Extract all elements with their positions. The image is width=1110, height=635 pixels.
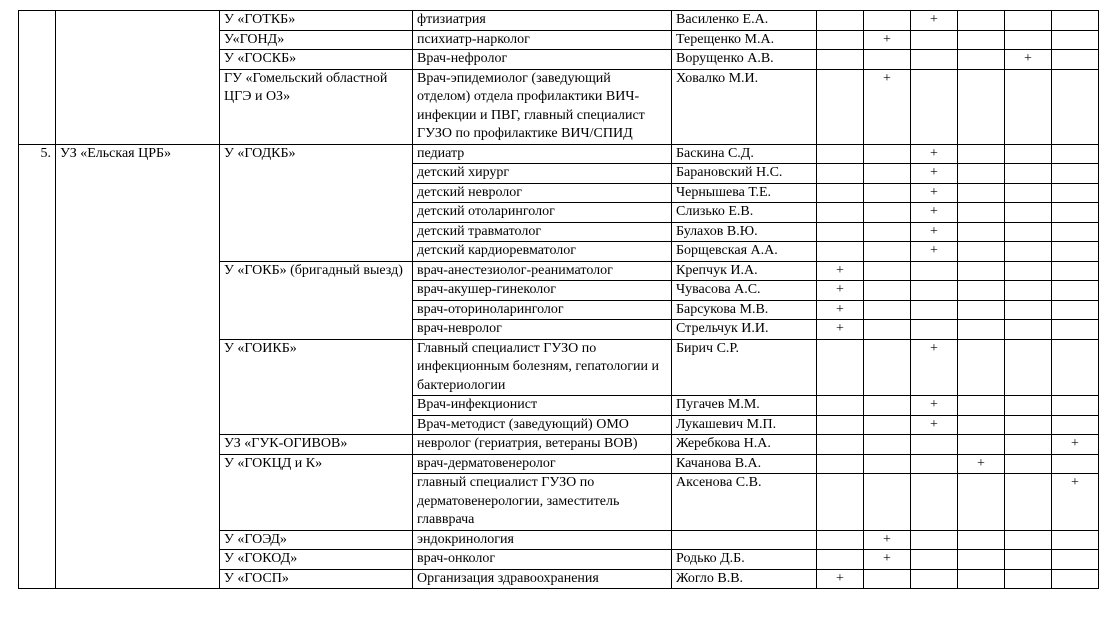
mark-cell — [1052, 30, 1099, 50]
schedule-table-body — [19, 11, 1099, 589]
mark-cell — [911, 435, 958, 455]
mark-cell — [911, 415, 958, 435]
plus-mark: + — [930, 416, 938, 432]
doctor-name-cell: Ховалко М.И. — [672, 69, 817, 144]
plus-mark: + — [930, 243, 938, 258]
mark-cell — [817, 320, 864, 340]
organization-cell: У «ГОКОД» — [220, 550, 413, 570]
mark-cell — [817, 203, 864, 223]
specialty-cell: врач-дерматовенеролог — [413, 454, 672, 474]
mark-cell — [1005, 281, 1052, 301]
mark-cell — [911, 144, 958, 164]
specialty-cell: Врач-нефролог — [413, 50, 672, 70]
mark-cell — [1052, 203, 1099, 223]
mark-cell — [1005, 454, 1052, 474]
plus-mark: + — [836, 262, 844, 278]
mark-cell — [864, 339, 911, 396]
mark-cell — [864, 320, 911, 340]
specialty-cell: детский отоларинголог — [413, 203, 672, 223]
doctor-name-cell: Жеребкова Н.А. — [672, 435, 817, 455]
table-row — [19, 144, 1099, 164]
mark-cell — [817, 69, 864, 144]
doctor-name-cell: Стрельчук И.И. — [672, 320, 817, 340]
mark-cell — [1005, 474, 1052, 531]
specialty-cell: врач-онколог — [413, 550, 672, 570]
mark-cell — [817, 30, 864, 50]
doctor-name-cell: Чернышева Т.Е. — [672, 183, 817, 203]
organization-cell: У «ГОИКБ» — [220, 339, 413, 435]
mark-cell — [1005, 396, 1052, 416]
mark-cell — [958, 144, 1005, 164]
plus-mark: + — [930, 145, 938, 161]
specialty-cell: врач-акушер-гинеколог — [413, 281, 672, 301]
mark-cell — [864, 222, 911, 242]
mark-cell — [864, 530, 911, 550]
mark-cell — [958, 281, 1005, 301]
mark-cell — [817, 550, 864, 570]
doctor-name-cell: Чувасова А.С. — [672, 281, 817, 301]
mark-cell — [1005, 261, 1052, 281]
mark-cell — [1005, 183, 1052, 203]
specialty-cell: Врач-инфекционист — [413, 396, 672, 416]
mark-cell — [1005, 320, 1052, 340]
specialty-cell: психиатр-нарколог — [413, 30, 672, 50]
mark-cell — [1052, 281, 1099, 301]
plus-mark: + — [930, 204, 938, 219]
doctor-name-cell: Крепчук И.А. — [672, 261, 817, 281]
organization-cell: ГУ «Гомельский областной ЦГЭ и ОЗ» — [220, 69, 413, 144]
mark-cell — [958, 320, 1005, 340]
plus-mark: + — [883, 531, 891, 547]
organization-cell: У «ГОКЦД и К» — [220, 454, 413, 530]
mark-cell — [1052, 144, 1099, 164]
mark-cell — [958, 69, 1005, 144]
doctor-name-cell: Барсукова М.В. — [672, 300, 817, 320]
mark-cell — [817, 222, 864, 242]
row-number-cell — [19, 11, 56, 145]
mark-cell — [1005, 569, 1052, 589]
mark-cell — [864, 550, 911, 570]
mark-cell — [958, 339, 1005, 396]
mark-cell — [958, 50, 1005, 70]
doctor-name-cell: Жогло В.В. — [672, 569, 817, 589]
mark-cell — [1005, 415, 1052, 435]
mark-cell — [864, 454, 911, 474]
mark-cell — [864, 164, 911, 184]
doctor-name-cell: Бирич С.Р. — [672, 339, 817, 396]
mark-cell — [958, 222, 1005, 242]
mark-cell — [864, 261, 911, 281]
mark-cell — [1005, 550, 1052, 570]
mark-cell — [958, 435, 1005, 455]
mark-cell — [864, 242, 911, 262]
mark-cell — [1052, 222, 1099, 242]
mark-cell — [1052, 550, 1099, 570]
mark-cell — [1005, 222, 1052, 242]
specialty-cell: врач-анестезиолог-реаниматолог — [413, 261, 672, 281]
specialty-cell: фтизиатрия — [413, 11, 672, 31]
mark-cell — [1052, 300, 1099, 320]
specialty-cell: Главный специалист ГУЗО по инфекционным болезням, гепатологии и бактериологии — [413, 339, 672, 396]
mark-cell — [864, 569, 911, 589]
mark-cell — [911, 30, 958, 50]
mark-cell — [911, 164, 958, 184]
mark-cell — [911, 203, 958, 223]
mark-cell — [1005, 203, 1052, 223]
doctor-name-cell: Ворущенко А.В. — [672, 50, 817, 70]
mark-cell — [958, 569, 1005, 589]
mark-cell — [958, 530, 1005, 550]
plus-mark: + — [930, 340, 938, 356]
specialty-cell: детский хирург — [413, 164, 672, 184]
mark-cell — [817, 530, 864, 550]
organization-cell: У «ГОТКБ» — [220, 11, 413, 31]
mark-cell — [911, 222, 958, 242]
mark-cell — [911, 69, 958, 144]
mark-cell — [1052, 261, 1099, 281]
mark-cell — [1052, 183, 1099, 203]
mark-cell — [864, 30, 911, 50]
mark-cell — [1005, 300, 1052, 320]
mark-cell — [817, 474, 864, 531]
organization-cell: У «ГОКБ» (бригадный выезд) — [220, 261, 413, 339]
mark-cell — [1005, 530, 1052, 550]
plus-mark: + — [883, 551, 891, 566]
specialty-cell: детский невролог — [413, 183, 672, 203]
mark-cell — [817, 50, 864, 70]
mark-cell — [911, 530, 958, 550]
mark-cell — [864, 69, 911, 144]
mark-cell — [1052, 530, 1099, 550]
organization-cell: У «ГОСКБ» — [220, 50, 413, 70]
mark-cell — [1052, 50, 1099, 70]
doctor-name-cell: Слизько Е.В. — [672, 203, 817, 223]
specialty-cell: Организация здравоохранения — [413, 569, 672, 589]
specialty-cell: детский травматолог — [413, 222, 672, 242]
doctor-name-cell — [672, 530, 817, 550]
doctor-name-cell: Баскина С.Д. — [672, 144, 817, 164]
doctor-name-cell: Булахов В.Ю. — [672, 222, 817, 242]
mark-cell — [958, 300, 1005, 320]
mark-cell — [1052, 339, 1099, 396]
mark-cell — [1005, 50, 1052, 70]
doctor-name-cell: Пугачев М.М. — [672, 396, 817, 416]
institution-cell: УЗ «Ельская ЦРБ» — [56, 144, 220, 589]
mark-cell — [911, 396, 958, 416]
mark-cell — [911, 320, 958, 340]
plus-mark: + — [930, 165, 938, 180]
mark-cell — [958, 550, 1005, 570]
doctor-name-cell: Родько Д.Б. — [672, 550, 817, 570]
specialty-cell: Врач-эпидемиолог (заведующий отделом) отдела профилактики ВИЧ-инфекции и ПВГ, главный специалист ГУЗО по профилактике ВИЧ/СПИД — [413, 69, 672, 144]
schedule-table — [18, 10, 1099, 589]
mark-cell — [817, 164, 864, 184]
mark-cell — [958, 415, 1005, 435]
mark-cell — [958, 183, 1005, 203]
mark-cell — [1052, 320, 1099, 340]
mark-cell — [817, 144, 864, 164]
mark-cell — [958, 242, 1005, 262]
mark-cell — [817, 435, 864, 455]
mark-cell — [958, 454, 1005, 474]
organization-cell: У «ГОСП» — [220, 569, 413, 589]
mark-cell — [958, 474, 1005, 531]
doctor-name-cell: Аксенова С.В. — [672, 474, 817, 531]
plus-mark: + — [836, 301, 844, 317]
mark-cell — [817, 396, 864, 416]
specialty-cell: невролог (гериатрия, ветераны ВОВ) — [413, 435, 672, 455]
mark-cell — [1005, 164, 1052, 184]
mark-cell — [1005, 30, 1052, 50]
mark-cell — [958, 203, 1005, 223]
plus-mark: + — [883, 31, 891, 47]
specialty-cell: главный специалист ГУЗО по дерматовенерологии, заместитель главврача — [413, 474, 672, 531]
plus-mark: + — [930, 184, 938, 200]
specialty-cell: врач-оториноларинголог — [413, 300, 672, 320]
mark-cell — [1052, 474, 1099, 531]
mark-cell — [911, 281, 958, 301]
doctor-name-cell: Качанова В.А. — [672, 454, 817, 474]
plus-mark: + — [977, 455, 985, 471]
mark-cell — [1005, 339, 1052, 396]
mark-cell — [817, 454, 864, 474]
mark-cell — [817, 569, 864, 589]
doctor-name-cell: Василенко Е.А. — [672, 11, 817, 31]
mark-cell — [911, 454, 958, 474]
mark-cell — [817, 415, 864, 435]
plus-mark: + — [836, 282, 844, 297]
plus-mark: + — [1071, 436, 1079, 451]
mark-cell — [864, 415, 911, 435]
mark-cell — [1005, 242, 1052, 262]
plus-mark: + — [1071, 475, 1079, 490]
mark-cell — [911, 569, 958, 589]
plus-mark: + — [930, 12, 938, 27]
mark-cell — [958, 396, 1005, 416]
mark-cell — [1052, 396, 1099, 416]
mark-cell — [864, 396, 911, 416]
specialty-cell: эндокринология — [413, 530, 672, 550]
mark-cell — [864, 474, 911, 531]
mark-cell — [817, 242, 864, 262]
mark-cell — [911, 183, 958, 203]
doctor-name-cell: Борщевская А.А. — [672, 242, 817, 262]
mark-cell — [864, 203, 911, 223]
table-row — [19, 11, 1099, 31]
mark-cell — [864, 300, 911, 320]
organization-cell: У «ГОЭД» — [220, 530, 413, 550]
mark-cell — [864, 435, 911, 455]
mark-cell — [1052, 454, 1099, 474]
mark-cell — [1052, 11, 1099, 31]
mark-cell — [1052, 242, 1099, 262]
mark-cell — [958, 30, 1005, 50]
mark-cell — [1005, 11, 1052, 31]
mark-cell — [817, 339, 864, 396]
mark-cell — [1052, 69, 1099, 144]
mark-cell — [1052, 415, 1099, 435]
mark-cell — [1005, 69, 1052, 144]
mark-cell — [958, 261, 1005, 281]
mark-cell — [817, 300, 864, 320]
mark-cell — [1052, 569, 1099, 589]
specialty-cell: педиатр — [413, 144, 672, 164]
mark-cell — [958, 11, 1005, 31]
mark-cell — [911, 474, 958, 531]
mark-cell — [817, 281, 864, 301]
institution-cell — [56, 11, 220, 145]
mark-cell — [1005, 144, 1052, 164]
plus-mark: + — [930, 397, 938, 412]
specialty-cell: врач-невролог — [413, 320, 672, 340]
plus-mark: + — [883, 70, 891, 86]
mark-cell — [911, 261, 958, 281]
mark-cell — [864, 11, 911, 31]
plus-mark: + — [930, 223, 938, 239]
mark-cell — [864, 50, 911, 70]
mark-cell — [864, 144, 911, 164]
mark-cell — [958, 164, 1005, 184]
row-number-cell: 5. — [19, 144, 56, 589]
mark-cell — [864, 183, 911, 203]
mark-cell — [911, 242, 958, 262]
organization-cell: У«ГОНД» — [220, 30, 413, 50]
organization-cell: УЗ «ГУК-ОГИВОВ» — [220, 435, 413, 455]
mark-cell — [817, 261, 864, 281]
mark-cell — [911, 550, 958, 570]
mark-cell — [1052, 164, 1099, 184]
plus-mark: + — [836, 321, 844, 336]
mark-cell — [1052, 435, 1099, 455]
doctor-name-cell: Барановский Н.С. — [672, 164, 817, 184]
mark-cell — [911, 300, 958, 320]
plus-mark: + — [1024, 51, 1032, 66]
mark-cell — [911, 11, 958, 31]
specialty-cell: детский кардиоревматолог — [413, 242, 672, 262]
mark-cell — [817, 11, 864, 31]
doctor-name-cell: Лукашевич М.П. — [672, 415, 817, 435]
organization-cell: У «ГОДКБ» — [220, 144, 413, 261]
mark-cell — [911, 339, 958, 396]
mark-cell — [911, 50, 958, 70]
mark-cell — [817, 183, 864, 203]
mark-cell — [1005, 435, 1052, 455]
plus-mark: + — [836, 570, 844, 586]
specialty-cell: Врач-методист (заведующий) ОМО — [413, 415, 672, 435]
doctor-name-cell: Терещенко М.А. — [672, 30, 817, 50]
mark-cell — [864, 281, 911, 301]
